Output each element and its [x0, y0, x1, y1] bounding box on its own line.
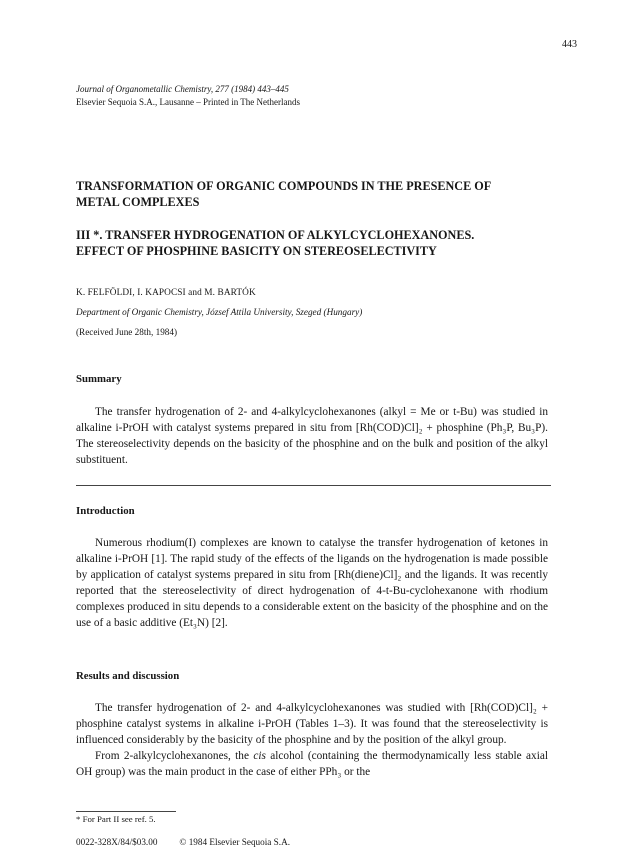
results-paragraph-2	[76, 748, 548, 780]
introduction-heading: Introduction	[76, 505, 135, 517]
article-title	[76, 178, 546, 210]
results-text-end: alcohol (containing the thermodynamically less stable axial OH group) was the main product in the case of either PPh₃ or the	[76, 750, 548, 778]
introduction-paragraph: Numerous rhodium(I) complexes are known to catalyse the transfer hydrogenation of ketones in alkaline i-PrOH [1]. The rapid study of the effects of the ligands on the hydrogenation is made possible by application of catalyst systems prepared in situ from [Rh(diene)Cl]₂ and the ligands. It was recently reported that the stereoselectivity of direct hydrogenation of 4-t-Bu-cyclohexanone with rhodium complexes produced in situ depends to a considerable extent on the basicity of the phosphine and on the use of a basic additive (Et₃N) [2].	[76, 537, 548, 629]
footnote-divider	[76, 811, 176, 812]
title-line-1: TRANSFORMATION OF ORGANIC COMPOUNDS IN THE PRESENCE OF	[76, 179, 492, 193]
footnote: * For Part II see ref. 5.	[76, 814, 156, 824]
copyright-notice: © 1984 Elsevier Sequoia S.A.	[179, 837, 291, 847]
article-subtitle	[76, 227, 546, 259]
results-body	[76, 700, 548, 780]
summary-paragraph: The transfer hydrogenation of 2- and 4-alkylcyclohexanones (alkyl = Me or t-Bu) was studied in alkaline i-PrOH with catalyst systems prepared in situ from [Rh(COD)Cl]₂ + phosphine (Ph₃P, Bu₃P). The stereoselectivity depends on the basicity of the phosphine and on the bulk and position of the alkyl substituent.	[76, 406, 548, 466]
subtitle-line-2: EFFECT OF PHOSPHINE BASICITY ON STEREOSELECTIVITY	[76, 244, 437, 258]
summary-heading: Summary	[76, 373, 122, 385]
subtitle-line-1: III *. TRANSFER HYDROGENATION OF ALKYLCYCLOHEXANONES.	[76, 228, 475, 242]
page-footer	[76, 837, 546, 847]
journal-citation	[76, 83, 300, 109]
title-line-2: METAL COMPLEXES	[76, 195, 200, 209]
issn-code: 0022-328X/84/$03.00	[76, 837, 158, 847]
received-date: (Received June 28th, 1984)	[76, 327, 178, 337]
results-text-start: From 2-alkylcyclohexanones, the	[95, 750, 254, 762]
results-text-cis: cis	[253, 750, 266, 762]
section-divider	[76, 485, 551, 486]
publisher-line: Elsevier Sequoia S.A., Lausanne – Printed in The Netherlands	[76, 97, 301, 107]
page-number: 443	[562, 39, 577, 50]
results-paragraph-1: The transfer hydrogenation of 2- and 4-alkylcyclohexanones was studied with [Rh(COD)Cl]₂ + phosphine catalyst systems in alkaline i-PrOH (Tables 1–3). It was found that the stereoselectivity is influenced considerably by the basicity of the phosphine and by the position of the alkyl group.	[76, 702, 548, 746]
journal-name: Journal of Organometallic Chemistry, 277 (1984) 443–445	[76, 84, 289, 94]
affiliation: Department of Organic Chemistry, József Attila University, Szeged (Hungary)	[76, 307, 363, 317]
results-heading: Results and discussion	[76, 670, 180, 682]
authors: K. FELFÖLDI, I. KAPOCSI and M. BARTÓK	[76, 288, 256, 298]
